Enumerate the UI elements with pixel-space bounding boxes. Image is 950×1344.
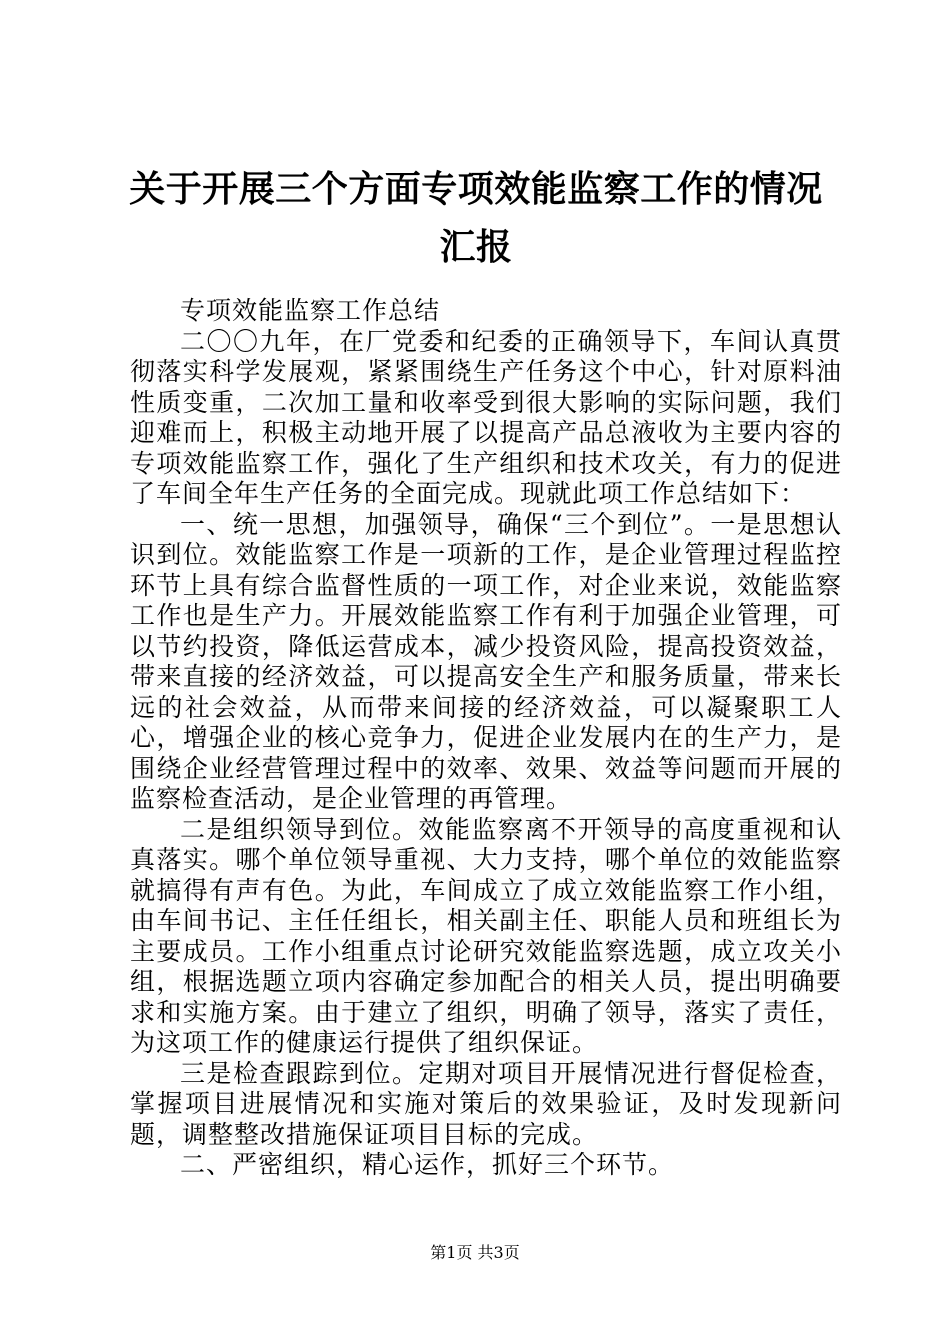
document-title: 关于开展三个方面专项效能监察工作的情况汇报 bbox=[129, 168, 823, 268]
page-number-footer: 第1页 共3页 bbox=[430, 1243, 520, 1262]
document-body bbox=[130, 296, 842, 1181]
paragraph-subtitle: 专项效能监察工作总结 bbox=[180, 296, 441, 325]
paragraph-organization: 二是组织领导到位。效能监察离不开领导的高度重视和认真落实。哪个单位领导重视、大力支持，哪个单位的效能监察就搞得有声有色。为此，车间成立了成立效能监察工作小组，由车间书记、主任任组长，相关副主任、职能人员和班组长为主要成员。工作小组重点讨论研究效能监察选题，成立攻关小组，根据选题立项内容确定参加配合的相关人员，提出明确要求和实施方案。由于建立了组织，明确了领导，落实了责任，为这项工作的健康运行提供了组织保证。 bbox=[130, 814, 842, 1057]
paragraph-inspection: 三是检查跟踪到位。定期对项目开展情况进行督促检查，掌握项目进展情况和实施对策后的效果验证，及时发现新问题，调整整改措施保证项目目标的完成。 bbox=[130, 1058, 842, 1149]
paragraph-intro: 二〇〇九年，在厂党委和纪委的正确领导下，车间认真贯彻落实科学发展观，紧紧围绕生产任务这个中心，针对原料油性质变重，二次加工量和收率受到很大影响的实际问题，我们迎难而上，积极主动地开展了以提高产品总液收为主要内容的专项效能监察工作，强化了生产组织和技术攻关，有力的促进了车间全年生产任务的全面完成。现就此项工作总结如下： bbox=[130, 326, 842, 508]
paragraph-section-one: 一、统一思想，加强领导，确保“三个到位”。一是思想认识到位。效能监察工作是一项新的工作，是企业管理过程监控环节上具有综合监督性质的一项工作，对企业来说，效能监察工作也是生产力。开展效能监察工作有利于加强企业管理，可以节约投资，降低运营成本，减少投资风险，提高投资效益，带来直接的经济效益，可以提高安全生产和服务质量，带来长远的社会效益，从而带来间接的经济效益，可以凝聚职工人心，增强企业的核心竞争力，促进企业发展内在的生产力，是围绕企业经营管理过程中的效率、效果、效益等问题而开展的监察检查活动，是企业管理的再管理。 bbox=[130, 509, 842, 813]
paragraph-section-two: 二、严密组织，精心运作，抓好三个环节。 bbox=[180, 1150, 675, 1179]
